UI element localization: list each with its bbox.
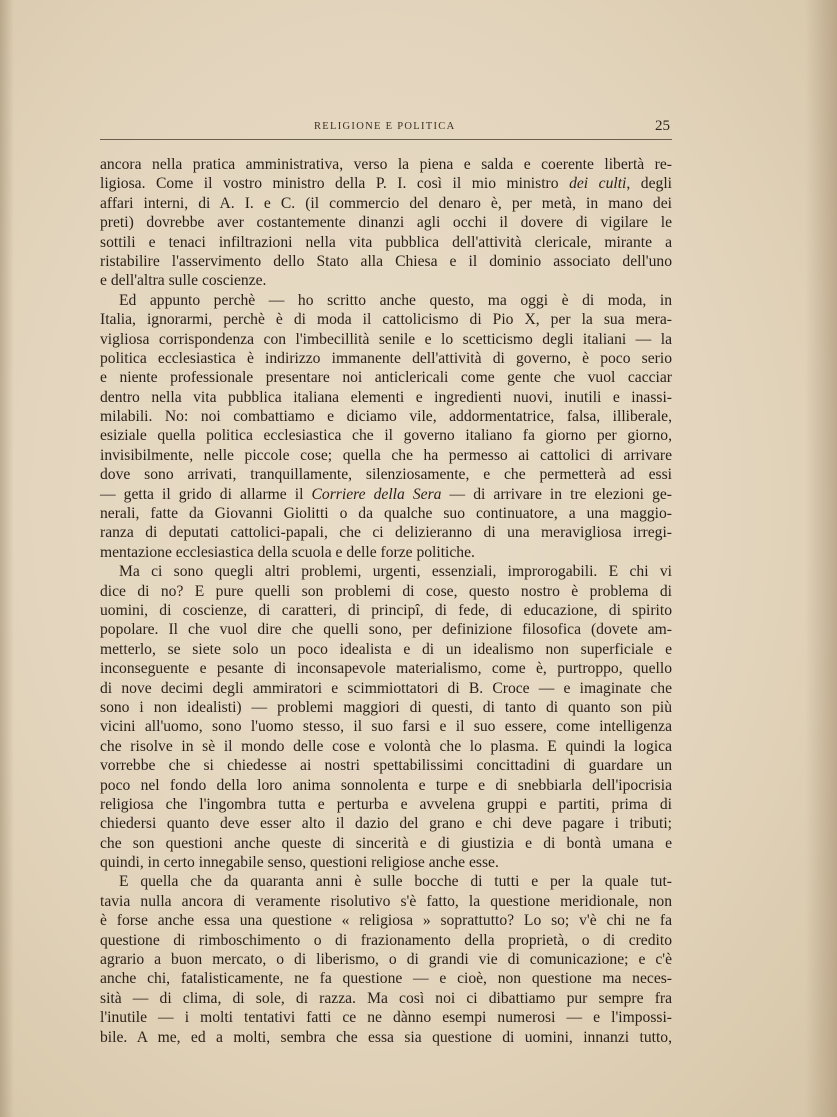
page-header [100,118,672,138]
text-line: sottili e tenaci infiltrazioni nella vita pubblica dell'attività clericale, mirante a [100,233,672,251]
spine-shadow [0,0,14,1117]
text-line: di nove decimi degli ammiratori e scimmiottatori di B. Croce — e imaginate che [100,679,672,697]
text-line: dove sono arrivati, tranquillamente, silenziosamente, e che permetterà ad essi [100,466,672,484]
text-line: poco nel fondo della loro anima sonnolenta e turpe e di snebbiarla dell'ipocrisia [100,776,672,794]
text-line: dentro nella vita pubblica italiana elementi e ingredienti nuovi, inutili e inassi- [100,388,672,406]
text-line: uomini, di coscienze, di caratteri, di principî, di fede, di educazione, di spirito [100,601,672,619]
text-line: religiosa che l'ingombra tutta e perturba e avvelena gruppi e partiti, prima di [100,795,672,813]
text-line: Italia, ignorarmi, perchè è di moda il cattolicismo di Pio X, per la sua mera- [100,311,672,329]
text-span: , degli [626,175,672,193]
text-line: tavia nulla ancora di veramente risolutivo s'è fatto, la questione meridionale, non [100,892,672,910]
text-line: vicini all'uomo, sono l'uomo stesso, il suo farsi e il suo essere, come intelligenza [100,718,672,736]
text-span: ligiosa. Come il vostro ministro della P. I. così il mio ministro [100,175,570,193]
text-line: ristabilire l'asservimento dello Stato alla Chiesa e il dominio associato dell'uno [100,252,672,270]
page-number: 25 [655,118,670,134]
text-line: vigliosa corrispondenza con l'imbecillità senile e lo scetticismo degli italiani — la [100,330,672,348]
text-line: e dell'altra sulle coscienze. [100,272,267,290]
text-line: è forse anche essa una questione « religiosa » soprattutto? Lo so; v'è chi ne fa [100,912,672,930]
text-line: nerali, fatte da Giovanni Giolitti o da qualche suo continuatore, a una maggio- [100,505,672,523]
italic-title: Corriere della Sera [311,485,442,503]
text-line: quindi, in certo innegabile senso, questioni religiose anche esse. [100,854,499,872]
text-line: e niente professionale presentare noi anticlericali come gente che vuol cacciar [100,369,672,387]
text-line: anche chi, fatalisticamente, ne fa questione — e cioè, non questione ma neces- [100,970,672,988]
text-line: esiziale quella politica ecclesiastica che il governo italiano fa giorno per giorno, [100,427,672,445]
text-line: l'inutile — i molti tentativi fatti ce ne dànno esempi numerosi — e l'impossi- [100,1009,672,1027]
text-line: Ed appunto perchè — ho scritto anche questo, ma oggi è di moda, in [119,291,672,309]
text-span: — di arrivare in tre elezioni ge- [441,485,672,503]
text-line: che risolve in sè il mondo delle cose e volontà che lo plasma. E quindi la logica [100,737,672,755]
text-line: preti) dovrebbe aver costantemente dinanzi agli occhi il dovere di vigilare le [100,214,672,232]
text-line: dice di no? E pure quelli son problemi di cose, questo nostro è problema di [100,582,672,600]
text-line: che son questioni anche queste di sincerità e di giustizia e di bontà umana e [100,834,672,852]
text-line: milabili. No: noi combattiamo e diciamo vile, addormentatrice, falsa, illiberale, [100,408,672,426]
text-line [100,174,672,193]
text-line: chiedersi quanto deve esser alto il dazio del grano e chi deve pagare i tributi; [100,815,672,833]
page-edge [805,0,837,1117]
text-line: sono i non idealisti) — problemi maggiori di questi, di tanto di quanto son più [100,698,672,716]
text-line: politica ecclesiastica è indirizzo immanente dell'attività di governo, è poco serio [100,349,672,367]
text-span: — getta il grido di allarme il [100,485,312,503]
text-line: E quella che da quaranta anni è sulle bocche di tutti e per la quale tut- [119,873,672,891]
text-line: affari interni, di A. I. e C. (il commercio del denaro è, per metà, in mano dei [100,194,672,212]
text-line: agrario a buon mercato, o di liberismo, o di grandi vie di comunicazione; e c'è [100,951,672,969]
text-line: popolare. Il che vuol dire che quelli sono, per definizione filosofica (dovete am- [100,621,672,639]
text-line: sità — di clima, di sole, di razza. Ma così noi ci dibattiamo pur sempre fra [100,989,672,1007]
text-line: ranza di deputati cattolici-papali, che ci delizieranno di una meravigliosa irregi- [100,524,672,542]
text-line: metterlo, se siete solo un poco idealista e di un idealismo non superficiale e [100,640,672,658]
text-line: questione di rimboschimento o di frazionamento della proprietà, o di credito [100,931,672,949]
text-line: bile. A me, ed a molti, sembra che essa sia questione di uomini, innanzi tutto, [100,1028,672,1046]
header-rule [100,139,672,140]
italic-title: dei culti [569,175,627,193]
text-line: vorrebbe che si chiedesse ai nostri spettabilissimi concittadini di guardare un [100,757,672,775]
text-line: Ma ci sono quegli altri problemi, urgenti, essenziali, improrogabili. E chi vi [119,563,672,581]
running-head: RELIGIONE E POLITICA [314,121,456,132]
text-line: inconseguente e pesante di inconsapevole materialismo, come è, purtroppo, quello [100,660,672,678]
text-line: invisibilmente, nelle piccole cose; quella che ha permesso ai cattolici di arrivare [100,446,672,464]
text-line [100,485,672,504]
text-line: mentazione ecclesiastica della scuola e delle forze politiche. [100,543,475,561]
body-text [100,155,672,1047]
text-line: ancora nella pratica amministrativa, verso la piena e salda e coerente libertà re- [100,156,672,173]
